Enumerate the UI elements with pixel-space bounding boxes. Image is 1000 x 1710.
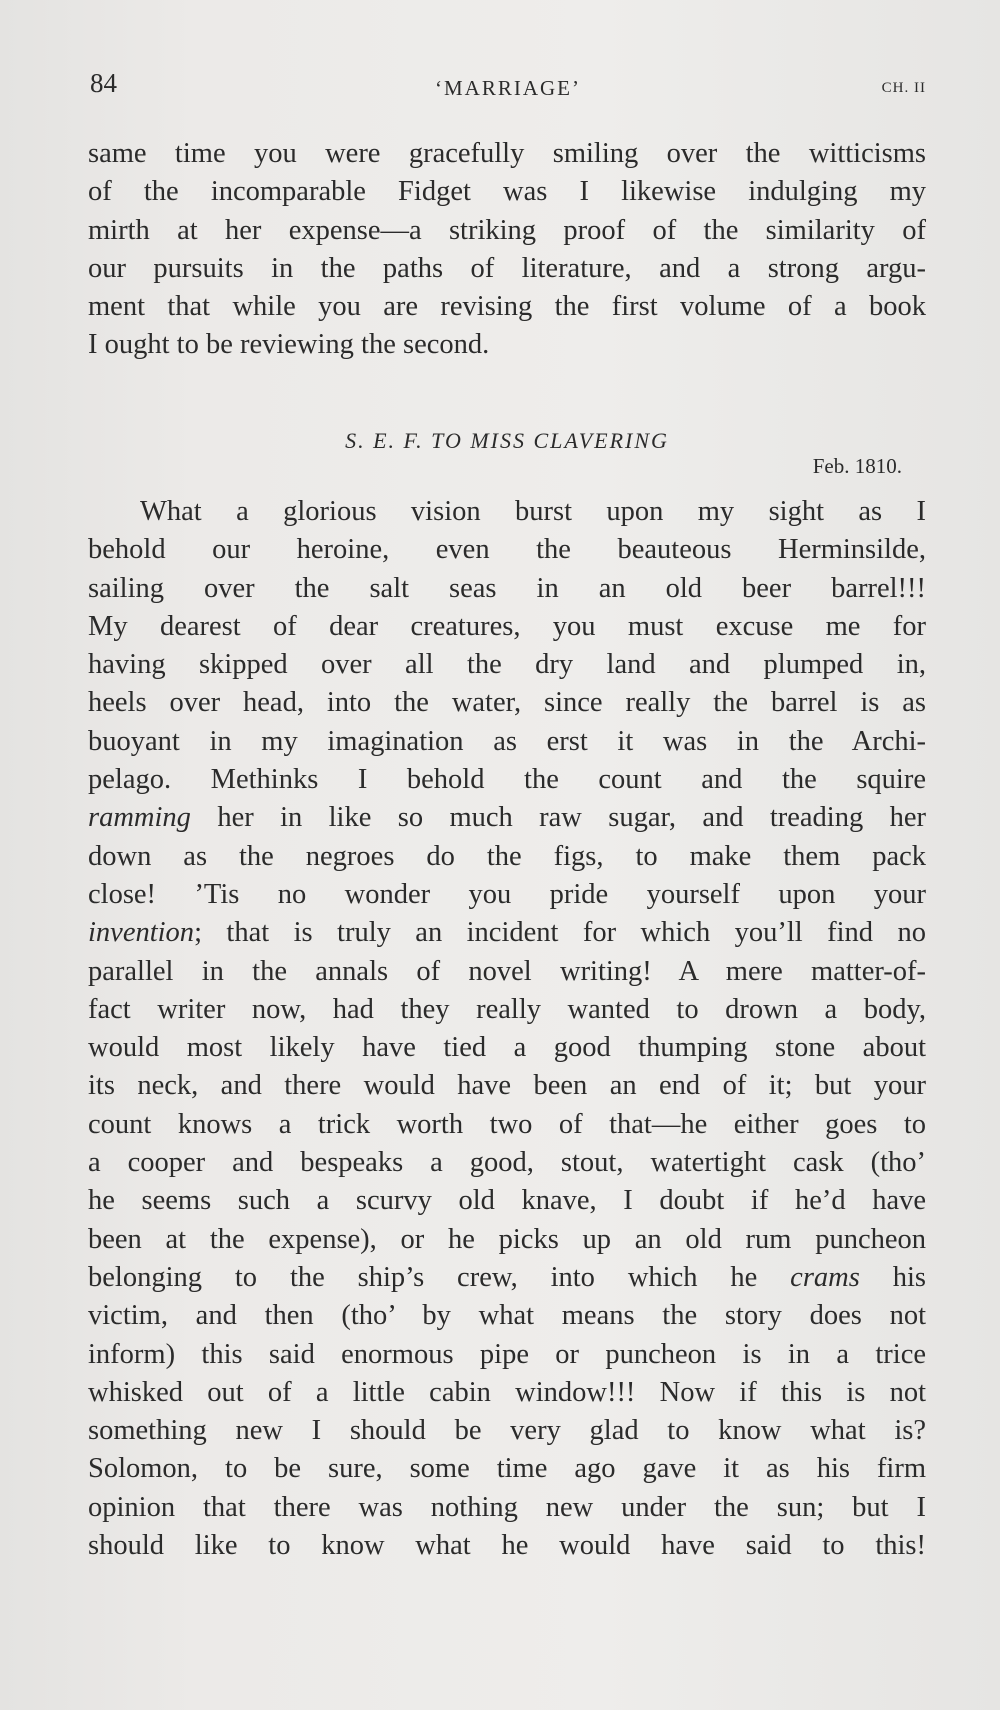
letter-body [88,493,926,1565]
line-text: belonging to the ship’s crew, into which he [88,1261,791,1293]
italic-word: ramming [88,802,191,834]
page-header [90,68,926,108]
text-line: down as the negroes do the figs, to make them pack [88,840,926,872]
text-line [88,914,926,952]
text-line: victim, and then (tho’ by what means the story does not [88,1300,926,1332]
text-line: its neck, and there would have been an end of it; but your [88,1070,926,1102]
text-line: a cooper and bespeaks a good, stout, watertight cask (tho’ [88,1147,926,1179]
text-line: ment that while you are revising the first volume of a book [88,291,926,323]
text-line: I ought to be reviewing the second. [88,329,490,361]
text-line: parallel in the annals of novel writing! A mere matter-of- [88,955,926,987]
text-line: close! ’Tis no wonder you pride yourself upon your [88,878,926,910]
text-line: inform) this said enormous pipe or puncheon is in a trice [88,1338,926,1370]
line-text: his [859,1261,926,1293]
text-line [88,799,926,837]
continuation-paragraph [88,135,926,365]
italic-word: invention [88,917,195,949]
running-title: ‘MARRIAGE’ [435,76,581,100]
text-line: something new I should be very glad to know what is? [88,1415,926,1447]
chapter-label: CH. II [881,80,926,96]
line-text: ; that is truly an incident for which you’ll find no [194,917,926,949]
text-line: count knows a trick worth two of that—he either goes to [88,1108,926,1140]
italic-word: crams [790,1261,860,1293]
text-line: he seems such a scurvy old knave, I doubt if he’d have [88,1185,926,1217]
text-line: Solomon, to be sure, some time ago gave it as his firm [88,1453,926,1485]
text-line: pelago. Methinks I behold the count and the squire [88,764,926,796]
text-line [88,1259,926,1297]
text-line: been at the expense), or he picks up an old rum puncheon [88,1223,926,1255]
text-line: same time you were gracefully smiling over the witticisms [88,138,926,169]
text-line: opinion that there was nothing new under the sun; but I [88,1491,926,1523]
text-line: behold our heroine, even the beauteous Herminsilde, [88,534,926,566]
text-line: of the incomparable Fidget was I likewise indulging my [88,176,926,208]
text-line: My dearest of dear creatures, you must excuse me for [88,610,926,642]
letter-heading: S. E. F. TO MISS CLAVERING [345,428,669,453]
text-line: fact writer now, had they really wanted to drown a body, [88,993,926,1025]
text-line: whisked out of a little cabin window!!! Now if this is not [88,1376,926,1408]
page-number: 84 [90,68,117,98]
line-text: her in like so much raw sugar, and treading her [190,802,926,834]
text-line: would most likely have tied a good thumping stone about [88,1032,926,1064]
text-line: our pursuits in the paths of literature, and a strong argu- [88,252,926,284]
text-line: heels over head, into the water, since really the barrel is as [88,687,926,719]
text-line: sailing over the salt seas in an old beer barrel!!! [88,572,926,604]
text-line: buoyant in my imagination as erst it was in the Archi- [88,725,926,757]
text-line: mirth at her expense—a striking proof of the similarity of [88,214,926,246]
text-line: having skipped over all the dry land and plumped in, [88,649,926,681]
text-line: should like to know what he would have said to this! [88,1530,926,1562]
letter-date: Feb. 1810. [812,454,902,478]
text-line: What a glorious vision burst upon my sight as I [140,496,926,527]
